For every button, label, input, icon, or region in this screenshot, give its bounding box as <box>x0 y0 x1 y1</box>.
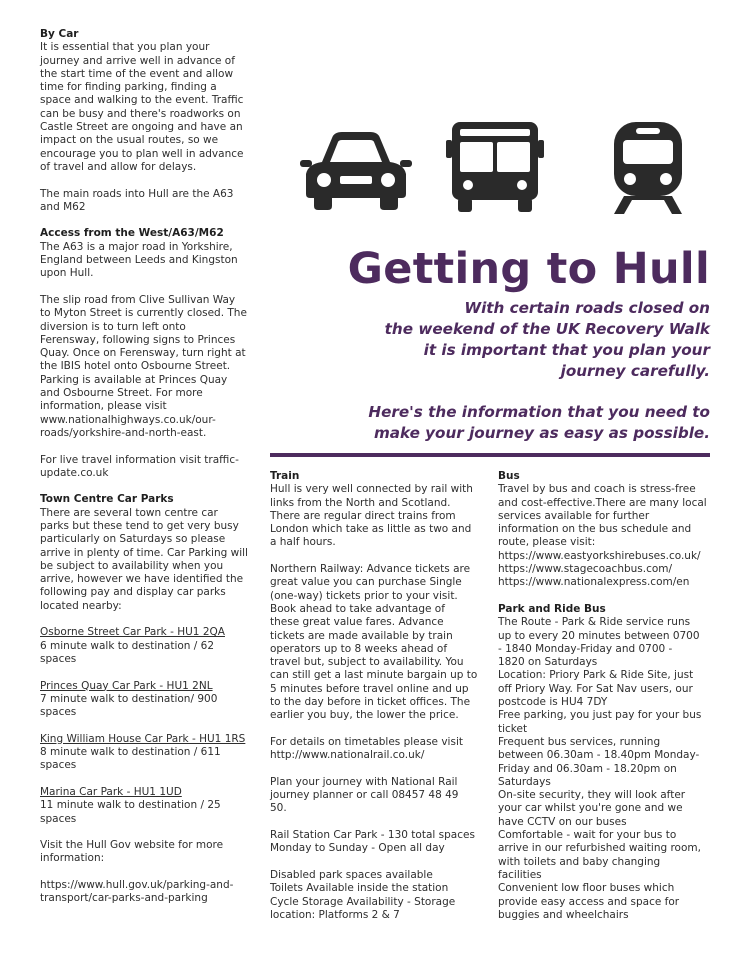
text-line: There are regular direct trains from <box>270 509 456 522</box>
text-line: encourage you to plan well in advance <box>40 147 244 160</box>
text-line: route, please visit: <box>498 536 596 549</box>
national-highways-link[interactable]: roads/yorkshire-and-north-east. <box>40 426 207 439</box>
text-line: parks but these tend to get very busy <box>40 519 239 532</box>
text-line: Frequent bus services, running <box>498 735 661 748</box>
text-line: operators up to 8 weeks ahead of <box>270 642 448 655</box>
text-line: services available for further <box>498 509 650 522</box>
text-line: Parking is available at Princes Quay <box>40 373 228 386</box>
by-car-heading: By Car <box>40 28 79 40</box>
park-ride-text <box>498 616 711 922</box>
page-title: Getting to Hull <box>347 244 710 294</box>
text-line: Cycle Storage Availability - Storage <box>270 895 456 908</box>
live-travel-text <box>40 454 254 481</box>
text-line: impact on the usual routes, so we <box>40 134 219 147</box>
car-parks-intro <box>40 507 254 613</box>
hull-gov-url[interactable]: transport/car-parks-and-parking <box>40 892 208 905</box>
text-line: The slip road from Clive Sullivan Way <box>40 293 236 306</box>
text-line: a half hours. <box>270 536 336 549</box>
text-line: Hull is very well connected by rail with <box>270 483 473 496</box>
text-line: postcode is HU4 7DY <box>498 696 608 709</box>
text-line: and M62 <box>40 200 86 213</box>
hull-gov-link[interactable] <box>40 879 254 906</box>
car-park-name: Princes Quay Car Park - HU1 2NL <box>40 679 213 692</box>
text-line: Ferensway, following signs to Princes <box>40 333 236 346</box>
text-line: The A63 is a major road in Yorkshire, <box>40 240 233 253</box>
text-line: time for finding parking, finding a <box>40 81 217 94</box>
car-park-name: Marina Car Park - HU1 1UD <box>40 785 182 798</box>
timetable-text <box>270 736 483 763</box>
text-line: Quay. Once on Ferensway, turn right at <box>40 347 246 360</box>
section-divider <box>270 453 710 457</box>
access-west-intro <box>40 241 254 281</box>
text-line: information: <box>40 852 105 865</box>
text-line: Castle Street are ongoing and have an <box>40 121 243 134</box>
text-line: It is essential that you plan your <box>40 41 210 54</box>
station-facilities-text <box>270 869 483 922</box>
text-line: Location: Priory Park & Ride Site, just <box>498 669 694 682</box>
text-line: off Priory Way. For Sat Nav users, our <box>498 682 693 695</box>
text-line: The main roads into Hull are the A63 <box>40 187 234 200</box>
stagecoach-link[interactable]: https://www.stagecoachbus.com/ <box>498 563 673 576</box>
subtitle <box>270 298 710 382</box>
text-line: Visit the Hull Gov website for more <box>40 839 224 852</box>
hull-gov-url[interactable]: https://www.hull.gov.uk/parking-and- <box>40 879 234 891</box>
text-line: spaces <box>40 759 77 772</box>
bus-heading: Bus <box>498 470 520 482</box>
text-line: particularly on Saturdays so please <box>40 533 226 546</box>
car-park-item <box>40 626 254 666</box>
text-line: Monday to Sunday - Open all day <box>270 842 445 855</box>
text-line: 11 minute walk to destination / 25 <box>40 799 221 812</box>
text-line: 50. <box>270 802 287 815</box>
car-park-item <box>40 680 254 720</box>
text-line: can be busy and there's roadworks on <box>40 107 241 120</box>
car-icon <box>300 128 412 210</box>
bus-icon <box>444 122 546 212</box>
subtitle-line: With certain roads closed on <box>464 299 710 317</box>
text-line: ticket <box>498 722 528 735</box>
text-line: Plan your journey with National Rail <box>270 775 458 788</box>
northern-railway-text <box>270 563 483 723</box>
hull-gov-text <box>40 839 254 866</box>
text-line: Friday and 06.30am - 18.20pm on <box>498 762 677 775</box>
train-heading: Train <box>270 470 300 482</box>
info-line: make your journey as easy as possible. <box>373 424 710 442</box>
text-line: England between Leeds and Kingston <box>40 254 238 267</box>
traffic-update-link[interactable]: For live travel information visit traffic- <box>40 453 239 466</box>
east-yorkshire-buses-link[interactable]: https://www.eastyorkshirebuses.co.uk/ <box>498 549 701 562</box>
info-callout <box>270 402 710 444</box>
access-west-heading: Access from the West/A63/M62 <box>40 227 224 240</box>
car-park-item <box>40 733 254 773</box>
journey-planner-text <box>270 776 483 816</box>
text-line: of travel and allow for delays. <box>40 160 197 173</box>
text-line: There are several town centre car <box>40 506 218 519</box>
text-line: For details on timetables please visit <box>270 735 463 748</box>
text-line: up to every 20 minutes between 0700 <box>498 629 700 642</box>
text-line: Book ahead to take advantage of <box>270 602 445 615</box>
train-intro <box>270 483 483 549</box>
text-line: location: Platforms 2 & 7 <box>270 908 400 921</box>
text-line: journey planner or call 08457 48 49 <box>270 789 459 802</box>
subtitle-line: it is important that you plan your <box>423 341 710 359</box>
text-line: Toilets Available inside the station <box>270 882 449 895</box>
text-line: Rail Station Car Park - 130 total spaces <box>270 829 475 842</box>
subtitle-line: journey carefully. <box>560 362 710 380</box>
national-express-link[interactable]: https://www.nationalexpress.com/en <box>498 576 690 589</box>
car-park-name: King William House Car Park - HU1 1RS <box>40 732 246 745</box>
info-line: Here's the information that you need to <box>368 403 710 421</box>
text-line: information on the bus schedule and <box>498 523 692 536</box>
text-line: upon Hull. <box>40 267 94 280</box>
text-line: your car whilst you're gone and we <box>498 802 683 815</box>
park-ride-heading: Park and Ride Bus <box>498 602 606 615</box>
text-line: On-site security, they will look after <box>498 789 686 802</box>
text-line: Disabled park spaces available <box>270 868 433 881</box>
text-line: Travel by bus and coach is stress-free <box>498 483 696 496</box>
left-column <box>40 28 254 906</box>
text-line: Saturdays <box>498 775 551 788</box>
text-line: be subject to availability when you <box>40 559 224 572</box>
text-line: facilities <box>498 868 542 881</box>
text-line: 7 minute walk to destination/ 900 <box>40 692 218 705</box>
text-line: located nearby: <box>40 599 122 612</box>
text-line: journey and arrive well in advance of <box>40 54 235 67</box>
train-column <box>270 470 483 922</box>
text-line: London which take as little as two and <box>270 523 472 536</box>
text-line: tickets are made available by train <box>270 629 453 642</box>
train-icon <box>606 122 690 214</box>
text-line: (one-way) tickets prior to your visit. <box>270 589 458 602</box>
text-line: to Myton Street is currently closed. The <box>40 307 247 320</box>
text-line: arrive in our refurbished waiting room, <box>498 842 701 855</box>
text-line: have CCTV on our buses <box>498 815 627 828</box>
text-line: Free parking, you just pay for your bus <box>498 709 702 722</box>
text-line: spaces <box>40 706 77 719</box>
text-line: the IBIS hotel onto Osbourne Street. <box>40 360 231 373</box>
text-line: earlier you buy, the lower the price. <box>270 709 459 722</box>
by-car-intro <box>40 41 254 174</box>
car-park-name: Osborne Street Car Park - HU1 2QA <box>40 626 225 639</box>
text-line: with toilets and baby changing <box>498 855 661 868</box>
car-park-item <box>40 786 254 826</box>
diversion-text <box>40 294 254 440</box>
text-line: diversion is to turn left onto <box>40 320 186 333</box>
text-line: information, please visit <box>40 400 167 413</box>
text-line: arrive in plenty of time. Car Parking will <box>40 546 248 559</box>
text-line: provide easy access and space for <box>498 895 680 908</box>
main-roads-text <box>40 188 254 215</box>
text-line: between 06.30am - 18.40pm Monday- <box>498 749 700 762</box>
text-line: to the day before in ticket offices. The <box>270 696 471 709</box>
text-line: 1820 on Saturdays <box>498 656 598 669</box>
text-line: 8 minute walk to destination / 611 <box>40 746 221 759</box>
text-line: spaces <box>40 652 77 665</box>
text-line: Northern Railway: Advance tickets are <box>270 563 471 576</box>
text-line: these great value fares. Advance <box>270 616 444 629</box>
text-line: 6 minute walk to destination / 62 <box>40 639 215 652</box>
text-line: space and walking to the event. Traffic <box>40 94 244 107</box>
text-line: spaces <box>40 812 77 825</box>
text-line: can still get a last minute bargain up to <box>270 669 478 682</box>
transport-icons <box>300 122 710 212</box>
text-line: The Route - Park & Ride service runs <box>498 616 691 629</box>
text-line: - 1840 Monday-Friday and 0700 - <box>498 642 673 655</box>
text-line: and Osbourne Street. For more <box>40 387 203 400</box>
text-line: Comfortable - wait for your bus to <box>498 829 677 842</box>
text-line: travel but, subject to availability. You <box>270 656 464 669</box>
text-line: buggies and wheelchairs <box>498 908 629 921</box>
text-line: and cost-effective.There are many local <box>498 496 707 509</box>
bus-intro <box>498 483 711 589</box>
car-parks-heading: Town Centre Car Parks <box>40 493 174 506</box>
text-line: the start time of the event and allow <box>40 67 234 80</box>
text-line: great value you can purchase Single <box>270 576 462 589</box>
national-rail-link[interactable]: http://www.nationalrail.co.uk/ <box>270 749 425 762</box>
text-line: Convenient low floor buses which <box>498 882 675 895</box>
national-highways-link[interactable]: www.nationalhighways.co.uk/our- <box>40 413 216 426</box>
station-car-park-text <box>270 829 483 856</box>
traffic-update-link[interactable]: update.co.uk <box>40 466 109 479</box>
text-line: links from the North and Scotland. <box>270 496 451 509</box>
bus-column <box>498 470 711 922</box>
subtitle-line: the weekend of the UK Recovery Walk <box>384 320 710 338</box>
text-line: 5 minutes before travel online and up <box>270 682 469 695</box>
text-line: following pay and display car parks <box>40 586 226 599</box>
text-line: arrive, however we have identified the <box>40 573 244 586</box>
